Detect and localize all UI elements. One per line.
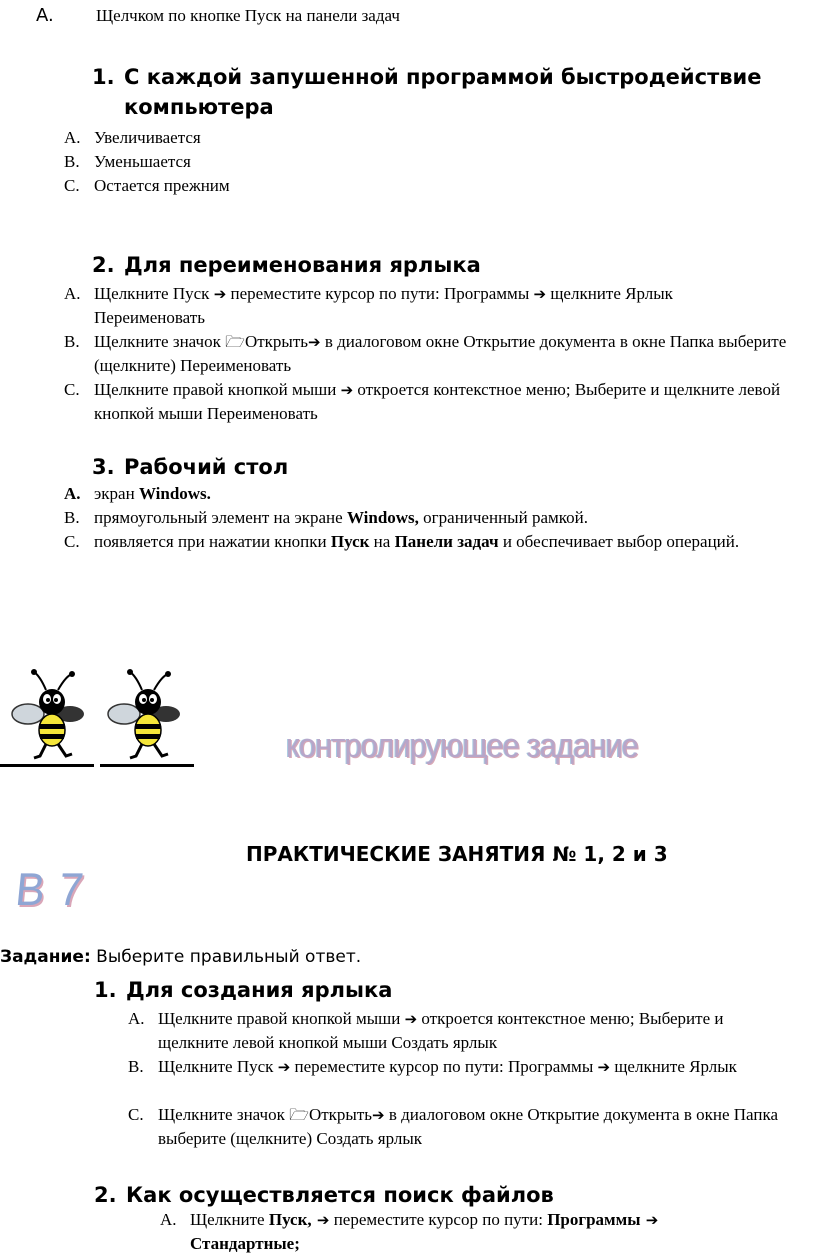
option-letter: A. [160, 1210, 177, 1229]
option-text: Остается прежним [94, 176, 230, 195]
question-text: Для создания ярлыка [126, 978, 393, 1002]
question-number: 3. [92, 455, 115, 479]
bee-illustration [106, 668, 188, 762]
top-option [36, 4, 796, 28]
task-label: Задание: [0, 947, 91, 967]
q1-option-b [64, 150, 804, 174]
q2-option-a [64, 282, 764, 330]
banner-text: контролирующее задание [286, 726, 639, 765]
task-line [0, 947, 361, 967]
q1-option-a [64, 126, 804, 150]
option-text: Щелкните Пуск ➔ переместите курсор по пути: Программы ➔ щелкните Ярлык Переименовать [94, 284, 673, 327]
q3-option-c [64, 530, 814, 554]
option-letter: A. [36, 5, 54, 26]
option-letter: C. [64, 532, 80, 551]
question-number: 2. [94, 1183, 117, 1207]
right-arrow-icon: ➔ [213, 285, 227, 303]
option-letter: B. [64, 152, 80, 171]
divider-line [100, 764, 194, 767]
right-arrow-icon: ➔ [340, 381, 354, 399]
option-text: Щелчком по кнопке Пуск на панели задач [96, 6, 400, 25]
practical-title: ПРАКТИЧЕСКИЕ ЗАНЯТИЯ № 1, 2 и 3 [246, 842, 668, 866]
right-arrow-icon: ➔ [533, 285, 547, 303]
option-text: Уменьшается [94, 152, 191, 171]
option-text: Щелкните значок 🗁Открыть➔ в диалоговом окне Открытие документа в окне Папка выберите (щелкните) Переименовать [94, 332, 787, 375]
q3-option-a [64, 482, 814, 506]
q1-option-c [64, 174, 804, 198]
open-folder-icon: 🗁 [289, 1105, 309, 1124]
question-number: 1. [94, 978, 117, 1002]
option-letter: B. [64, 508, 80, 527]
option-letter: A. [64, 484, 81, 503]
practical-question-2 [94, 1180, 554, 1210]
p1-option-a [128, 1007, 768, 1055]
option-text: Щелкните правой кнопкой мыши ➔ откроется контекстное меню; Выберите и щелкните левой кнопкой мыши Создать ярлык [158, 1009, 724, 1052]
right-arrow-icon: ➔ [597, 1058, 611, 1076]
p1-option-c [128, 1103, 814, 1151]
option-letter: C. [128, 1105, 144, 1124]
p1-option-b [128, 1055, 738, 1079]
right-arrow-icon: ➔ [404, 1010, 418, 1028]
q3-option-b [64, 506, 814, 530]
option-text: Увеличивается [94, 128, 201, 147]
option-text: Щелкните Пуск, ➔ переместите курсор по пути: Программы ➔ Стандартные; [190, 1210, 659, 1253]
option-text: Щелкните Пуск ➔ переместите курсор по пути: Программы ➔ щелкните Ярлык [158, 1057, 737, 1076]
option-text: Щелкните значок 🗁Открыть➔ в диалоговом окне Открытие документа в окне Папка выберите (щелкните) Создать ярлык [158, 1105, 779, 1148]
option-letter: C. [64, 380, 80, 399]
right-arrow-icon: ➔ [308, 333, 321, 351]
question-text-cont: компьютера [124, 95, 274, 119]
question-text: Как осуществляется поиск файлов [126, 1183, 554, 1207]
right-arrow-icon: ➔ [640, 1211, 659, 1229]
option-text: Щелкните правой кнопкой мыши ➔ откроется контекстное меню; Выберите и щелкните левой кнопкой мыши Переименовать [94, 380, 781, 423]
question-number: 1. [92, 65, 115, 89]
question-1 [92, 62, 762, 122]
option-letter: C. [64, 176, 80, 195]
question-number: 2. [92, 253, 115, 277]
option-letter: A. [64, 128, 81, 147]
variant-label: В 7 [13, 863, 87, 915]
task-text: Выберите правильный ответ. [90, 947, 362, 967]
question-3 [92, 452, 288, 482]
question-2 [92, 250, 481, 280]
right-arrow-icon: ➔ [277, 1058, 291, 1076]
option-letter: B. [64, 332, 80, 351]
divider-line [0, 764, 94, 767]
option-letter: A. [128, 1009, 145, 1028]
option-letter: A. [64, 284, 81, 303]
q2-option-b [64, 330, 814, 378]
question-text: Рабочий стол [124, 455, 289, 479]
option-text: экран Windows. [94, 484, 211, 503]
option-text: прямоугольный элемент на экране Windows, ограниченный рамкой. [94, 508, 588, 527]
p2-option-a [160, 1208, 800, 1256]
open-folder-icon: 🗁 [225, 332, 245, 351]
q2-option-c [64, 378, 814, 426]
question-text: Для переименования ярлыка [124, 253, 481, 277]
right-arrow-icon: ➔ [372, 1106, 385, 1124]
option-letter: B. [128, 1057, 144, 1076]
option-text: появляется при нажатии кнопки Пуск на Панели задач и обеспечивает выбор операций. [94, 532, 740, 551]
bee-illustration [10, 668, 92, 762]
question-text: С каждой запушенной программой быстродействие [124, 65, 762, 89]
practical-question-1 [94, 975, 392, 1005]
right-arrow-icon: ➔ [311, 1211, 330, 1229]
